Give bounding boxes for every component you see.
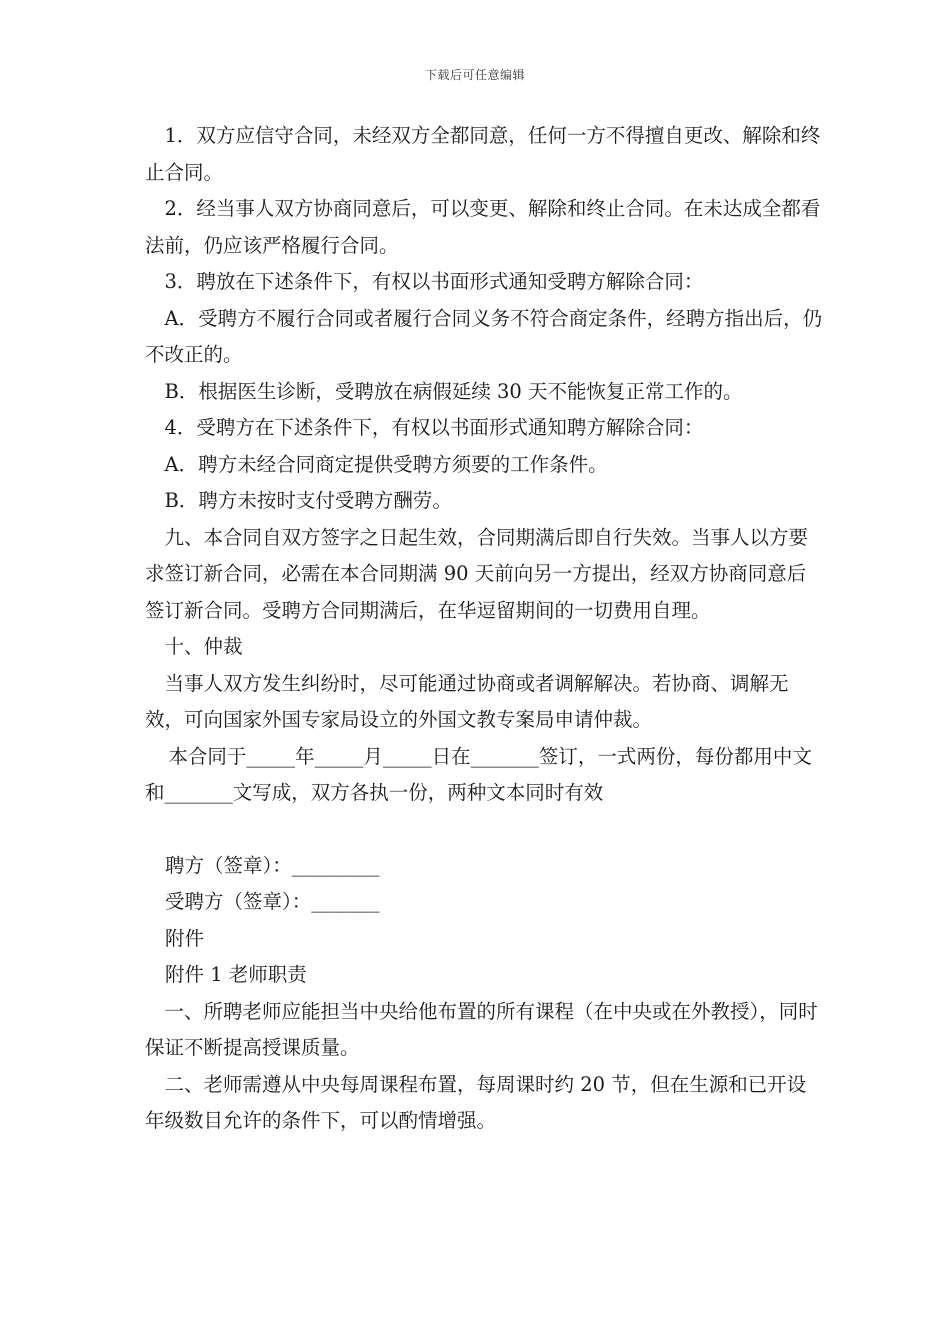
employee-signature-line: 受聘方（签章）：_______ — [165, 890, 380, 913]
clause-paragraph: 4．受聘方在下述条件下，有权以书面形式通知聘方解除合同： — [164, 416, 704, 439]
clause-paragraph: A．受聘方不履行合同或者履行合同义务不符合商定条件，经聘方指出后，仍不改正的。 — [145, 306, 823, 366]
clause-paragraph: 2．经当事人双方协商同意后，可以变更、解除和终止合同。在未达成全都看法前，仍应该严格履行合同。 — [145, 197, 821, 257]
appendix-paragraph: 二、老师需遵从中央每周课程布置，每周课时约 20 节，但在生源和已开设年级数目允许的条件下，可以酌情增强。 — [145, 1072, 807, 1132]
appendix-paragraph: 一、所聘老师应能担当中央给他布置的所有课程（在中央或在外教授），同时保证不断提高授课质量。 — [145, 999, 818, 1059]
employer-signature-line: 聘方（签章）：_________ — [165, 853, 380, 877]
clause-paragraph: B．聘方未按时支付受聘方酬劳。 — [164, 489, 452, 512]
page-header-note: 下载后可任意编辑 — [424, 68, 525, 82]
clause-paragraph: 当事人双方发生纠纷时，尽可能通过协商或者调解解决。若协商、调解无效，可向国家外国专家局设立的外国文教专案局申请仲裁。 — [145, 671, 789, 731]
clause-paragraph: A．聘方未经合同商定提供受聘方须要的工作条件。 — [164, 452, 608, 476]
section-heading: 十、仲裁 — [164, 635, 243, 658]
contract-date-paragraph: 本合同于_____年_____月_____日在_______签订，一式两份，每份都用中文和_______文写成，双方各执一份，两种文本同时有效 — [145, 744, 812, 804]
clause-paragraph: 3．聘放在下述条件下，有权以书面形式通知受聘方解除合同： — [164, 270, 704, 293]
clause-paragraph: B．根据医生诊断，受聘放在病假延续 30 天不能恢复正常工作的。 — [164, 379, 743, 403]
appendix-heading: 附件 — [165, 926, 205, 950]
spacer — [145, 812, 825, 848]
appendix-title: 附件 1 老师职责 — [165, 963, 307, 986]
clause-paragraph: 1．双方应信守合同，未经双方全都同意，任何一方不得擅自更改、解除和终止合同。 — [145, 124, 821, 184]
clause-paragraph: 九、本合同自双方签字之日起生效，合同期满后即自行失效。当事人以方要求签订新合同，必需在本合同期满 90 天前向另一方提出，经双方协商同意后签订新合同。受聘方合同期满后，在华逗留期间的一切费用自理。 — [145, 525, 809, 622]
document-body — [145, 118, 825, 1140]
